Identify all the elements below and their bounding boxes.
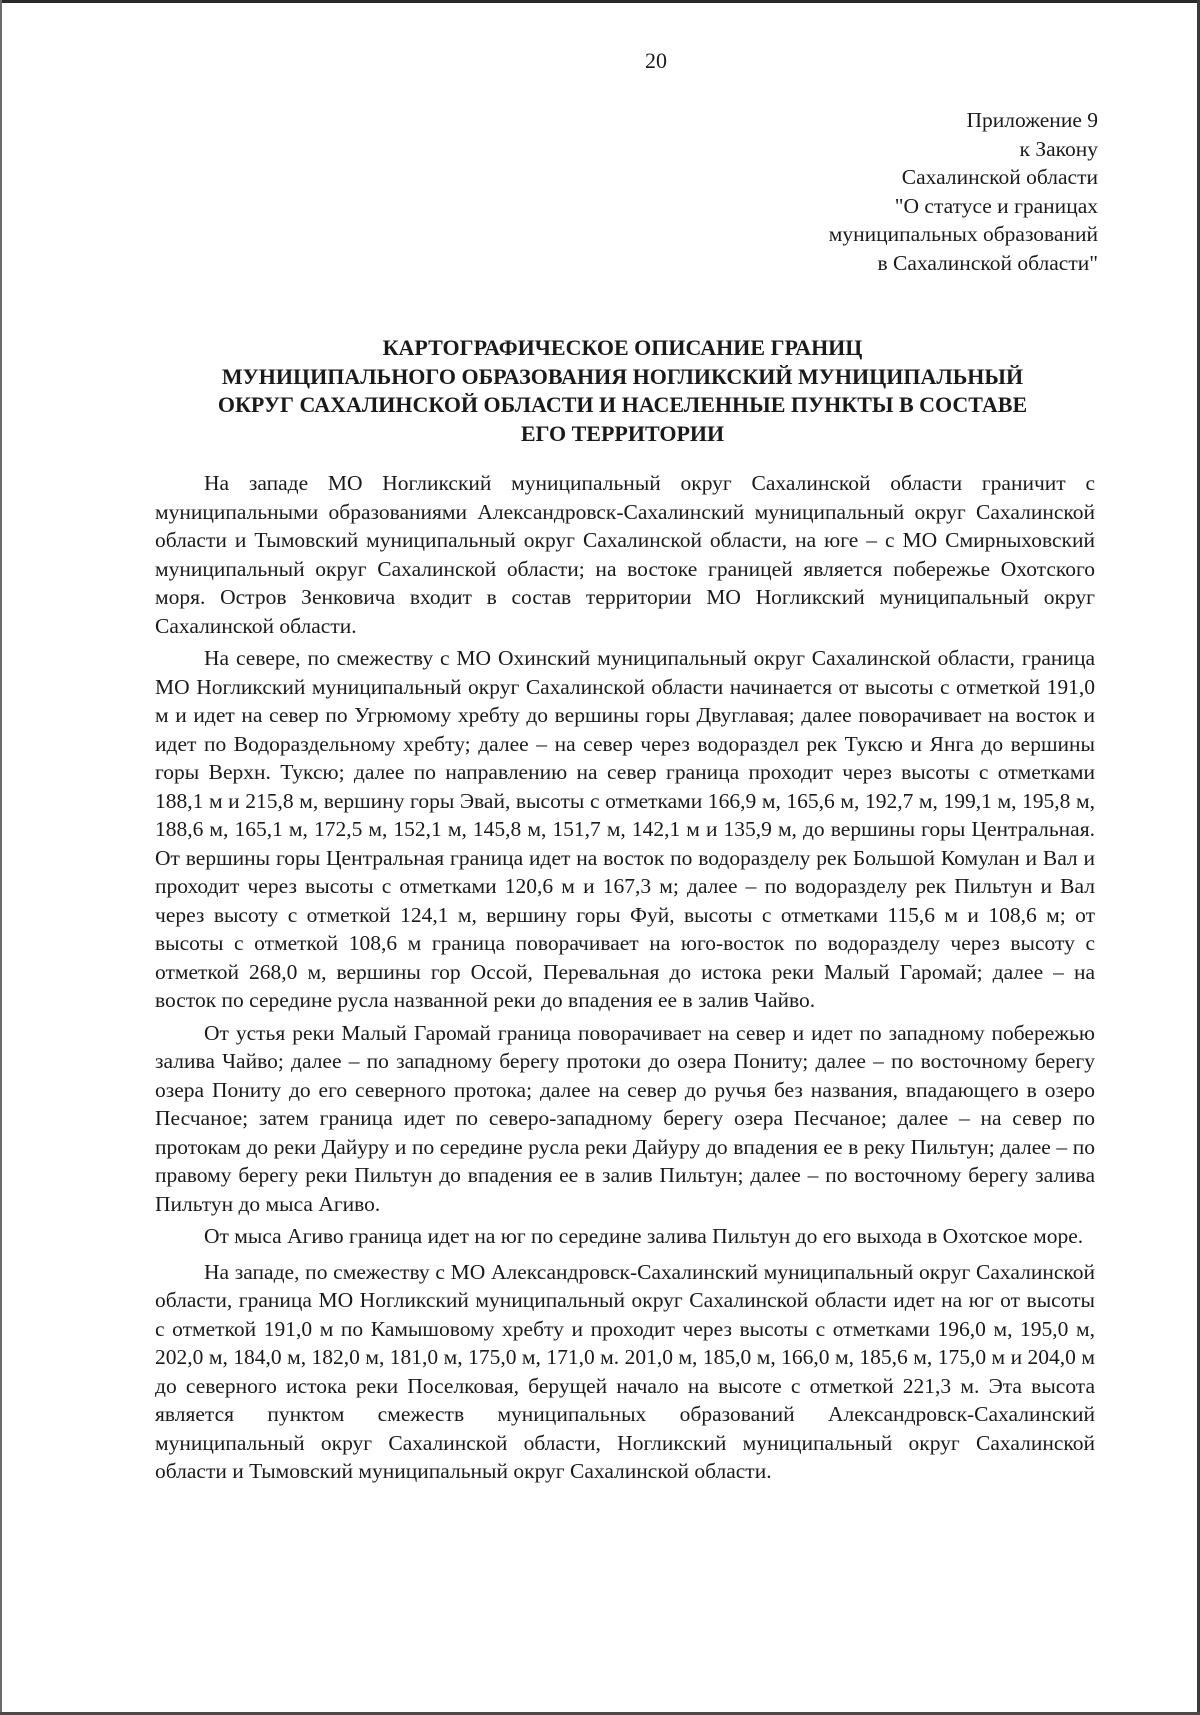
body-paragraph: На западе, по смежеству с МО Александровск-Сахалинский муниципальный округ Сахалинской области, граница МО Ногликский муниципальный округ Сахалинской области идет на юг от высоты с отметкой 191,0 м по Камышовому хребту и проходит через высоты с отметками 196,0 м, 195,0 м, 202,0 м, 184,0 м, 182,0 м, 181,0 м, 175,0 м, 171,0 м. 201,0 м, 185,0 м, 166,0 м, 185,6 м, 175,0 м и 204,0 м до северного истока реки Поселковая, берущей начало на высоте с отметкой 221,3 м. Эта высота является пунктом смежеств муниципальных образований Александровск-Сахалинский муниципальный округ Сахалинской области, Ногликский муниципальный округ Сахалинской области и Тымовский муниципальный округ Сахалинской области. <box>155 1259 1095 1483</box>
title-line: ЕГО ТЕРРИТОРИИ <box>520 420 725 446</box>
title-line: МУНИЦИПАЛЬНОГО ОБРАЗОВАНИЯ НОГЛИКСКИЙ МУНИЦИПАЛЬНЫЙ <box>221 363 1024 389</box>
body-paragraph: От устья реки Малый Гаромай граница поворачивает на север и идет по западному побережью залива Чайво; далее – по западному берегу протоки до озера Пониту; далее – по восточному берегу озера Пониту до его северного протока; далее на север до ручья без названия, впадающего в озеро Песчаное; затем граница идет по северо-западному берегу озера Песчаное; далее – на север по протокам до реки Дайуру и по середине русла реки Дайуру до впадения ее в реку Пильтун; далее – по правому берегу реки Пильтун до впадения ее в залив Пильтун; далее – по восточному берегу залива Пильтун до мыса Агиво. <box>155 1020 1095 1216</box>
appendix-line: Приложение 9 <box>966 108 1098 132</box>
appendix-line: "О статусе и границах <box>894 193 1098 218</box>
appendix-line: Сахалинской области <box>901 165 1098 190</box>
page-number: 20 <box>645 48 667 73</box>
title-line: КАРТОГРАФИЧЕСКОЕ ОПИСАНИЕ ГРАНИЦ <box>382 335 863 360</box>
scan-left-edge <box>0 0 2 1715</box>
document-title <box>150 334 1095 448</box>
body-paragraph: От мыса Агиво граница идет на юг по середине залива Пильтун до его выхода в Охотское море. <box>204 1224 1084 1248</box>
appendix-line: в Сахалинской области" <box>877 250 1098 275</box>
scan-top-edge <box>0 0 1200 3</box>
title-line: ОКРУГ САХАЛИНСКОЙ ОБЛАСТИ И НАСЕЛЕННЫЕ ПУНКТЫ В СОСТАВЕ <box>217 392 1028 417</box>
body-paragraph: На западе МО Ногликский муниципальный округ Сахалинской области граничит с муниципальными образованиями Александровск-Сахалинский муниципальный округ Сахалинской области и Тымовский муниципальный округ Сахалинской области, на юге – с МО Смирныховский муниципальный округ Сахалинской области; на востоке границей является побережье Охотского моря. Остров Зенковича входит в состав территории МО Ногликский муниципальный округ Сахалинской области. <box>155 471 1095 638</box>
appendix-line: к Закону <box>1019 136 1098 161</box>
appendix-line: муниципальных образований <box>828 222 1098 247</box>
body-paragraph: На севере, по смежеству с МО Охинский муниципальный округ Сахалинской области, граница МО Ногликский муниципальный округ Сахалинской области начинается от высоты с отметкой 191,0 м и идет на север по Угрюмому хребту до вершины горы Двуглавая; далее поворачивает на восток и идет по Водораздельному хребту; далее – на север через водораздел рек Туксю и Янга до вершины горы Верхн. Туксю; далее по направлению на север граница проходит через высоты с отметками 188,1 м и 215,8 м, вершину горы Эвай, высоты с отметками 166,9 м, 165,6 м, 192,7 м, 199,1 м, 195,8 м, 188,6 м, 165,1 м, 172,5 м, 152,1 м, 145,8 м, 151,7 м, 142,1 м и 135,9 м, до вершины горы Центральная. От вершины горы Центральная граница идет на восток по водоразделу рек Большой Комулан и Вал и проходит через высоты с отметками 120,6 м и 167,3 м; далее – по водоразделу рек Пильтун и Вал через высоту с отметкой 124,1 м, вершину горы Фуй, высоты с отметками 115,6 м и 108,6 м; от высоты с отметкой 108,6 м граница поворачивает на юго-восток по водоразделу через высоту с отметкой 268,0 м, вершины гор Оссой, Перевальная до истока реки Малый Гаромай; далее – на восток по середине русла названной реки до впадения ее в залив Чайво. <box>155 646 1095 1012</box>
document-body <box>155 469 1095 1486</box>
appendix-header <box>578 106 1098 278</box>
